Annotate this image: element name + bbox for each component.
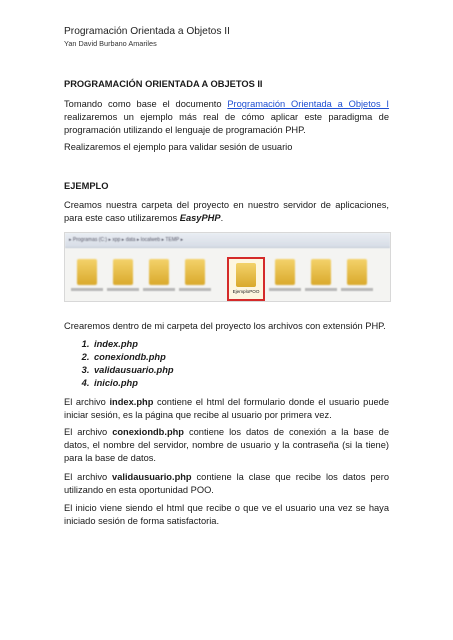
section-heading-ejemplo: EJEMPLO [64, 181, 109, 191]
folder-label-blur [143, 288, 175, 291]
desc-prefix: El archivo [64, 472, 113, 482]
folder-text-suffix: . [220, 213, 224, 223]
files-list [80, 338, 174, 390]
folder-label-blur [107, 288, 139, 291]
folder-icon [185, 259, 205, 285]
validausuario-description [64, 471, 389, 497]
explorer-screenshot [64, 232, 391, 302]
folder-label-blur [305, 288, 337, 291]
folder-icon [311, 259, 331, 285]
folder-label-blur [179, 288, 211, 291]
index-description [64, 396, 389, 422]
folder-label-blur [71, 288, 103, 291]
filename-validausuario: validausuario.php [112, 472, 192, 482]
poo-i-link[interactable]: Programación Orientada a Objetos I [227, 99, 390, 109]
folder-label-blur [341, 288, 373, 291]
desc-suffix: contiene la clase que recibe los datos pero utilizando en esta oportunidad POO. [64, 472, 389, 495]
list-item: 1. index.php [92, 338, 174, 351]
explorer-breadcrumb: ▸ Programas (C:) ▸ xpp ▸ data ▸ localweb ▸ TEMP ▸ [65, 233, 390, 248]
folder-icon [149, 259, 169, 285]
folder-icon [77, 259, 97, 285]
filename-index: index.php [109, 397, 154, 407]
goal-paragraph: Realizaremos el ejemplo para validar sesión de usuario [64, 142, 293, 152]
folder-icon [236, 263, 256, 287]
list-item: 4. inicio.php [92, 377, 174, 390]
folder-label-blur [269, 288, 301, 291]
header-title: Programación Orientada a Objetos II [64, 26, 230, 37]
list-item: 3. validausuario.php [92, 364, 174, 377]
folder-paragraph [64, 199, 389, 225]
header-author: Yan David Burbano Amariles [64, 39, 157, 48]
easyphp-name: EasyPHP [179, 213, 221, 223]
folder-icon [347, 259, 367, 285]
desc-prefix: El archivo [64, 397, 110, 407]
folder-icon [113, 259, 133, 285]
intro-text-prefix: Tomando como base el documento [64, 99, 228, 109]
folder-icon [275, 259, 295, 285]
desc-prefix: El archivo [64, 427, 113, 437]
selected-folder-highlight [227, 257, 265, 301]
list-item: 2. conexiondb.php [92, 351, 174, 364]
intro-text-suffix: realizaremos un ejemplo más real de cómo aplicar este paradigma de programación utilizando el lenguaje de programación PHP. [64, 112, 389, 135]
desc-suffix: contiene el html del formulario donde el usuario puede iniciar sesión, es la página que recibe al usuario por primera vez. [64, 397, 389, 420]
folder-text-prefix: Creamos nuestra carpeta del proyecto en nuestro servidor de aplicaciones, para este caso utilizaremos [64, 200, 389, 223]
desc-suffix: contiene los datos de conexión a la base de datos, el nombre del servidor, nombre de usuario y la contraseña (si la tiene) para la base de datos. [64, 427, 389, 463]
conexiondb-description [64, 426, 389, 465]
filename-conexiondb: conexiondb.php [112, 427, 184, 437]
inicio-description: El inicio viene siendo el html que recibe o que ve el usuario una vez se haya iniciado sesión de forma satisfactoria. [64, 503, 389, 526]
selected-folder-label: EjemploPOO [232, 289, 260, 294]
section-heading-poo: PROGRAMACIÓN ORIENTADA A OBJETOS II [64, 79, 263, 89]
intro-paragraph [64, 98, 389, 137]
files-intro: Crearemos dentro de mi carpeta del proyecto los archivos con extensión PHP. [64, 321, 386, 331]
